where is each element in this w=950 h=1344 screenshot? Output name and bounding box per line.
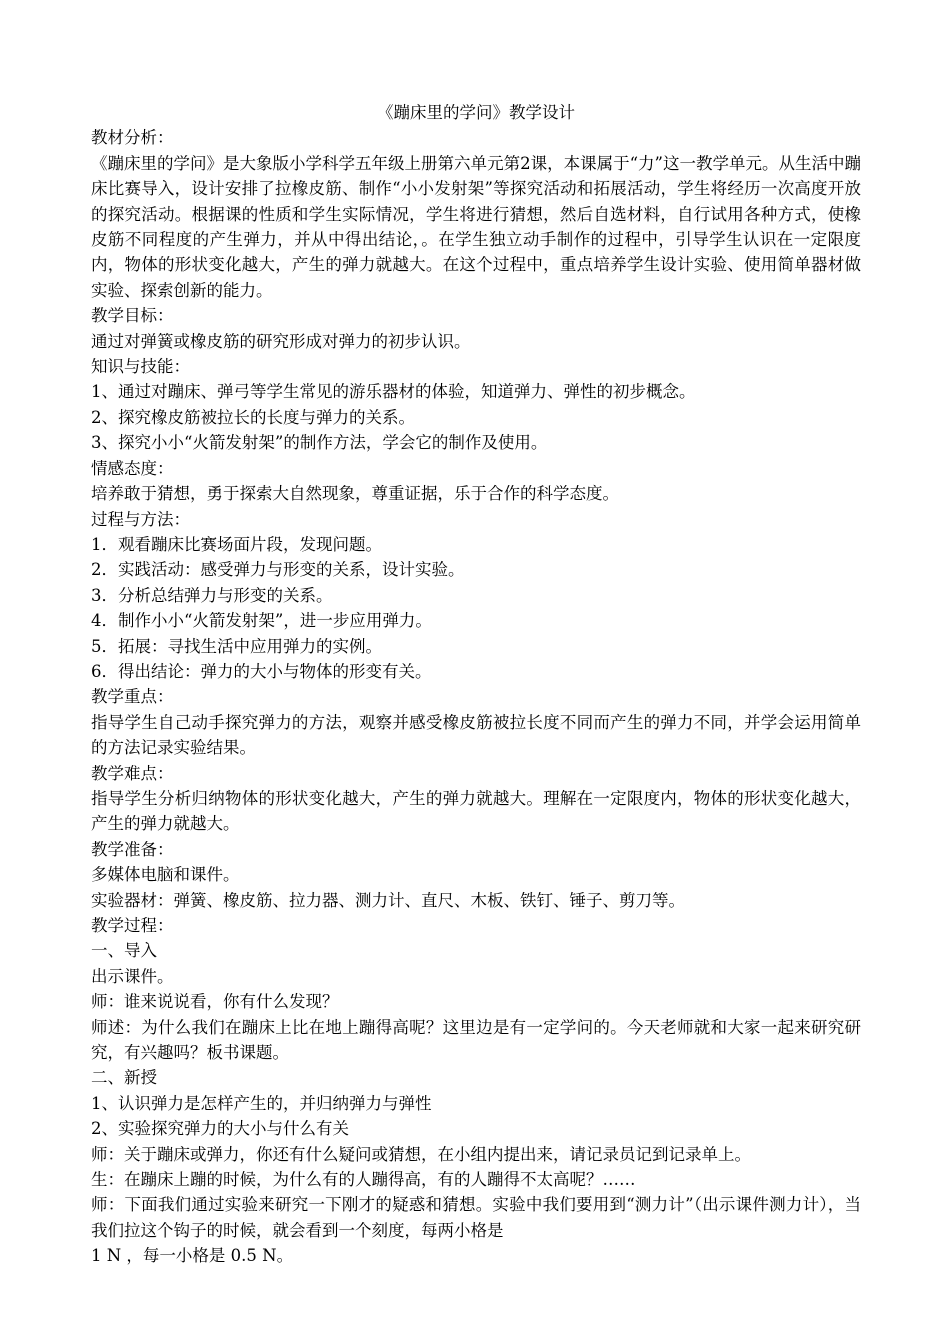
- paragraph-teacher-prompt: 师：关于蹦床或弹力，你还有什么疑问或猜想，在小组内提出来，请记录员记到记录单上。: [91, 1144, 751, 1164]
- heading-teaching-objectives: 教学目标：: [91, 306, 174, 326]
- paragraph-teacher-narration: 师述：为什么我们在蹦床上比在地上蹦得高呢？这里边是有一定学问的。今天老师就和大家一起来研究研究，有兴趣吗？板书课题。: [91, 1017, 861, 1063]
- paragraph-equipment: 实验器材：弹簧、橡皮筋、拉力器、测力计、直尺、木板、铁钉、锤子、剪刀等。: [91, 890, 685, 910]
- list-item-process-5: 5．拓展：寻找生活中应用弹力的实例。: [91, 636, 382, 656]
- heading-preparation: 教学准备：: [91, 839, 174, 859]
- heading-new-lesson: 二、新授: [91, 1068, 157, 1088]
- document-page: [91, 100, 861, 1269]
- paragraph-objective-summary: 通过对弹簧或橡皮筋的研究形成对弹力的初步认识。: [91, 331, 471, 351]
- heading-process-method: 过程与方法：: [91, 509, 190, 529]
- paragraph-multimedia: 多媒体电脑和课件。: [91, 865, 240, 885]
- paragraph-textbook-analysis: 《蹦床里的学问》是大象版小学科学五年级上册第六单元第2课，本课属于“力”这一教学单元。从生活中蹦床比赛导入，设计安排了拉橡皮筋、制作“小小发射架”等探究活动和拓展活动，学生将经历一次高度开放的探究活动。根据课的性质和学生实际情况，学生将进行猜想，然后自选材料，自行试用各种方式，使橡皮筋不同程度的产生弹力，并从中得出结论，。在学生独立动手制作的过程中，引导学生认识在一定限度内，物体的形状变化越大，产生的弹力就越大。在这个过程中，重点培养学生设计实验、使用简单器材做实验、探索创新的能力。: [91, 153, 861, 300]
- paragraph-key-points: 指导学生自己动手探究弹力的方法，观察并感受橡皮筋被拉长度不同而产生的弹力不同，并学会运用简单的方法记录实验结果。: [91, 712, 861, 758]
- paragraph-show-courseware: 出示课件。: [91, 966, 174, 986]
- list-item-process-2: 2．实践活动：感受弹力与形变的关系，设计实验。: [91, 560, 465, 580]
- list-item-knowledge-1: 1、通过对蹦床、弹弓等学生常见的游乐器材的体验，知道弹力、弹性的初步概念。: [91, 382, 696, 402]
- document-title: 《蹦床里的学问》教学设计: [377, 103, 575, 122]
- paragraph-teacher-question: 师：谁来说说看，你有什么发现？: [91, 992, 339, 1012]
- heading-teaching-process: 教学过程：: [91, 916, 174, 935]
- heading-emotional-attitude: 情感态度：: [91, 458, 174, 478]
- list-item-process-1: 1．观看蹦床比赛场面片段，发现问题。: [91, 534, 382, 554]
- paragraph-scale-units: 1 N ，每一小格是 0.5 N。: [91, 1246, 294, 1266]
- heading-difficulties: 教学难点：: [91, 763, 174, 783]
- list-item-knowledge-2: 2、探究橡皮筋被拉长的长度与弹力的关系。: [91, 407, 415, 427]
- heading-key-points: 教学重点：: [91, 687, 174, 707]
- paragraph-emotional-attitude: 培养敢于猜想，勇于探索大自然现象，尊重证据，乐于合作的科学态度。: [91, 484, 619, 504]
- list-item-process-6: 6．得出结论：弹力的大小与物体的形变有关。: [91, 661, 432, 681]
- list-item-new-lesson-1: 1、认识弹力是怎样产生的，并归纳弹力与弹性: [91, 1093, 432, 1113]
- heading-textbook-analysis: 教材分析：: [91, 128, 174, 148]
- paragraph-teacher-experiment: 师：下面我们通过实验来研究一下刚才的疑惑和猜想。实验中我们要用到“测力计”（出示课件测力计），当我们拉这个钩子的时候，就会看到一个刻度，每两小格是: [91, 1195, 861, 1240]
- list-item-process-4: 4．制作小小“火箭发射架”，进一步应用弹力。: [91, 611, 432, 631]
- list-item-process-3: 3．分析总结弹力与形变的关系。: [91, 585, 333, 605]
- list-item-knowledge-3: 3、探究小小“火箭发射架”的制作方法，学会它的制作及使用。: [91, 433, 548, 453]
- list-item-new-lesson-2: 2、实验探究弹力的大小与什么有关: [91, 1119, 349, 1139]
- heading-introduction: 一、导入: [91, 941, 157, 961]
- paragraph-difficulties: 指导学生分析归纳物体的形状变化越大，产生的弹力就越大。理解在一定限度内，物体的形状变化越大，产生的弹力就越大。: [91, 788, 861, 834]
- paragraph-student-answer: 生：在蹦床上蹦的时候，为什么有的人蹦得高，有的人蹦得不太高呢？……: [91, 1170, 636, 1190]
- heading-knowledge-skills: 知识与技能：: [91, 357, 190, 377]
